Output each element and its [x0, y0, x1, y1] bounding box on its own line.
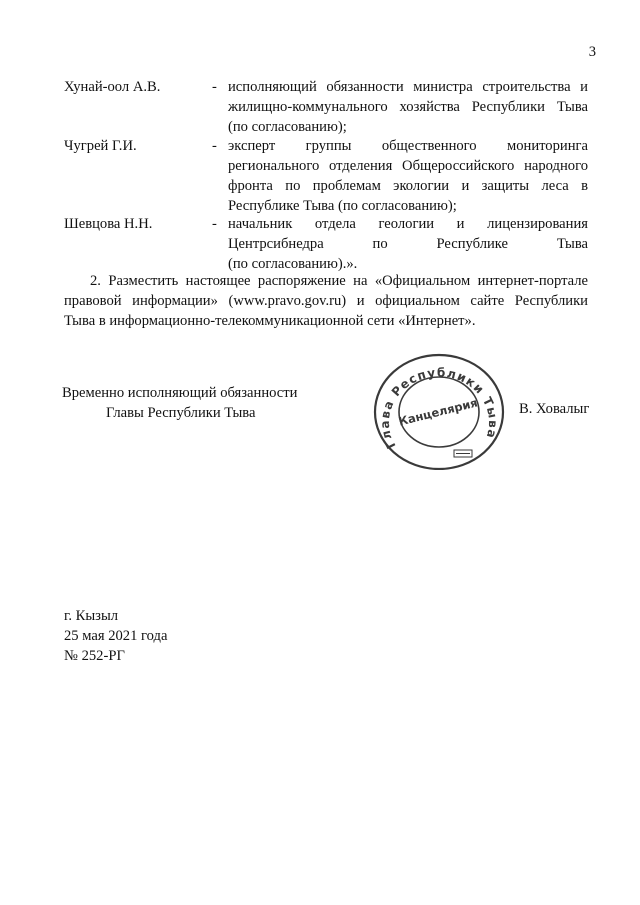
paragraph-line: 2. Разместить настоящее распоряжение на «Официальном интернет-портале	[90, 273, 588, 289]
member-description-line: Республике Тыва (по согласованию);	[228, 198, 457, 214]
document-place: г. Кызыл	[64, 608, 119, 624]
member-dash: -	[212, 79, 217, 95]
member-description	[228, 214, 588, 274]
paragraph-line: правовой информации» (www.pravo.gov.ru) и официальном сайте Республики	[64, 293, 588, 309]
document-date: 25 мая 2021 года	[64, 628, 168, 644]
member-description-line: фронта по проблемам экологии и защиты леса в	[228, 178, 588, 194]
office-stamp	[372, 350, 506, 470]
member-description-line: эксперт группы общественного мониторинга	[228, 138, 588, 154]
member-name: Шевцова Н.Н.	[64, 216, 153, 232]
member-entry	[64, 77, 588, 137]
signer-title: Временно исполняющий обязанности	[62, 385, 298, 401]
page-number: 3	[588, 44, 596, 60]
signer-name: В. Ховалыг	[519, 401, 590, 417]
paragraph-line: Тыва в информационно-телекоммуникационной сети «Интернет».	[64, 313, 476, 329]
member-description-line: регионального отделения Общероссийского народного	[228, 158, 588, 174]
signer-title-line2: Главы Республики Тыва	[106, 405, 256, 421]
member-description	[228, 136, 588, 216]
member-dash: -	[212, 138, 217, 154]
member-dash: -	[212, 216, 217, 232]
member-description-line: исполняющий обязанности министра строительства и	[228, 79, 588, 95]
member-entry	[64, 214, 588, 274]
document-number: № 252-РГ	[64, 648, 125, 664]
member-description-line: Центрсибнедра по Республике Тыва	[228, 236, 588, 252]
member-description-line: начальник отдела геологии и лицензирования	[228, 216, 588, 232]
member-description-line: жилищно-коммунального хозяйства Республики Тыва	[228, 99, 588, 115]
member-description-line: (по согласованию).».	[228, 256, 358, 272]
stamp-ring-text: Глава Республики Тыва	[377, 365, 501, 452]
member-entry	[64, 136, 588, 216]
stamp-center-text: Канцелярия	[397, 395, 479, 429]
paragraph-item-2	[64, 271, 588, 331]
member-description-line: (по согласованию);	[228, 119, 347, 135]
member-name: Хунай-оол А.В.	[64, 79, 161, 95]
member-description	[228, 77, 588, 137]
member-name: Чугрей Г.И.	[64, 138, 137, 154]
